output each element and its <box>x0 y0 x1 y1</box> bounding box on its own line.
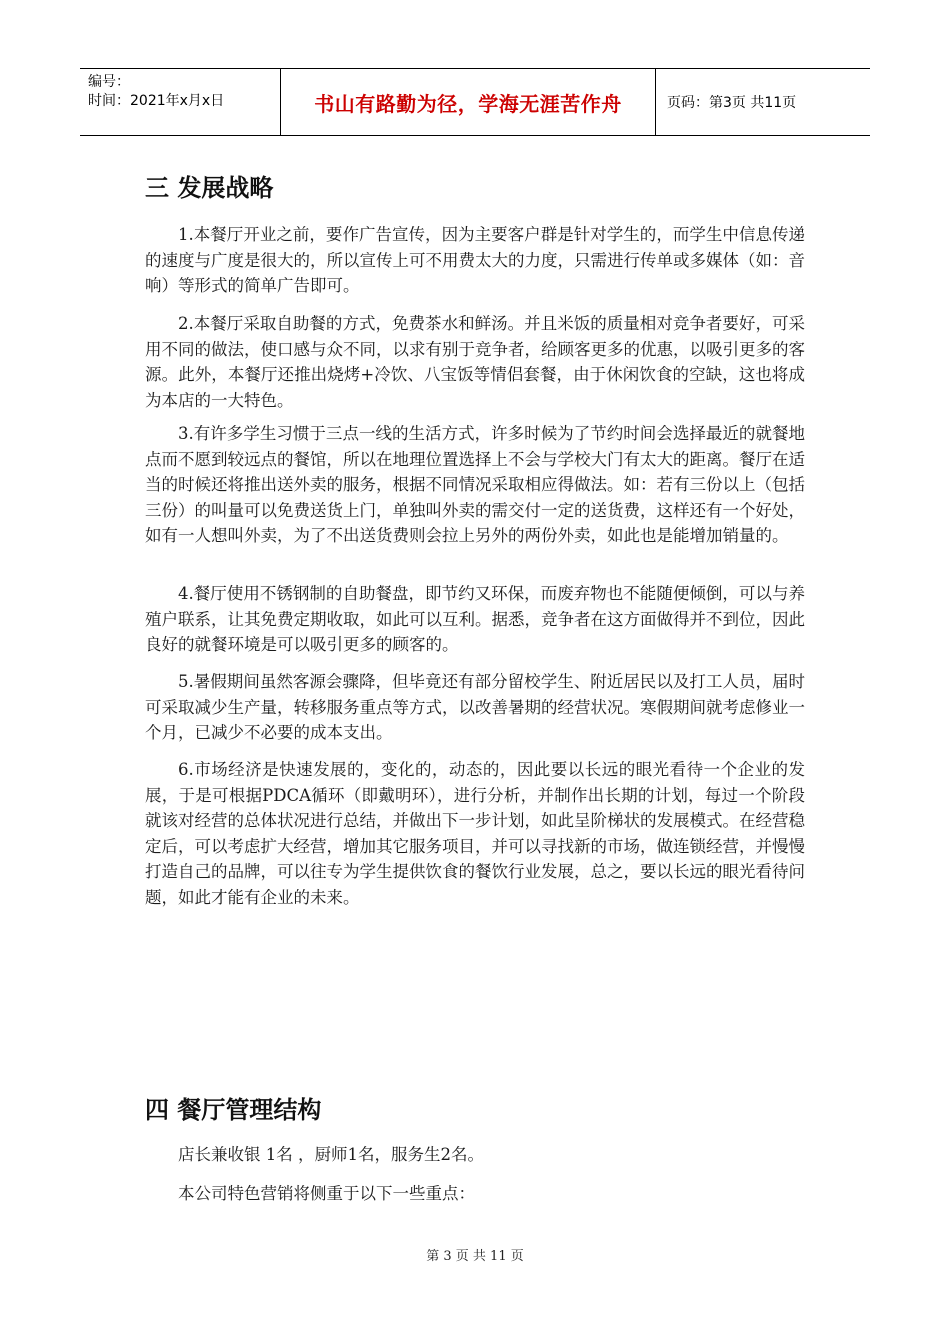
section-3-paragraph-6: 6.市场经济是快速发展的，变化的，动态的，因此要以长远的眼光看待一个企业的发展，于是可根据PDCA循环（即戴明环），进行分析，并制作出长期的计划，每过一个阶段就该对经营的总体状况进行总结，并做出下一步计划，如此呈阶梯状的发展模式。在经营稳定后，可以考虑扩大经营，增加其它服务项目，并可以寻找新的市场，做连锁经营，并慢慢打造自己的品牌，可以往专为学生提供饮食的餐饮行业发展，总之，要以长远的眼光看待问题，如此才能有企业的未来。 <box>145 760 805 907</box>
document-number-label: 编号： <box>88 74 130 90</box>
section-4-heading: 四 餐厅管理结构 <box>145 1096 322 1124</box>
section-3-paragraph-3: 3.有许多学生习惯于三点一线的生活方式，许多时候为了节约时间会选择最近的就餐地点而不愿到较远点的餐馆，所以在地理位置选择上不会与学校大门有太大的距离。餐厅在适当的时候还将推出送外卖的服务，根据不同情况采取相应得做法。如：若有三份以上（包括三份）的叫量可以免费送货上门，单独叫外卖的需交付一定的送货费，这样还有一个好处，如有一人想叫外卖，为了不出送货费则会拉上另外的两份外卖，如此也是能增加销量的。 <box>145 424 805 545</box>
page-header <box>80 68 870 136</box>
header-info-cell <box>80 69 281 135</box>
page-footer: 第 3 页 共 11 页 <box>426 1249 524 1264</box>
section-3-heading: 三 发展战略 <box>145 174 274 202</box>
section-3-paragraph-2: 2.本餐厅采取自助餐的方式，免费茶水和鲜汤。并且米饭的质量相对竞争者要好，可采用不同的做法，使口感与众不同，以求有别于竞争者，给顾客更多的优惠，以吸引更多的客源。此外，本餐厅还推出烧烤+冷饮、八宝饭等情侣套餐，由于休闲饮食的空缺，这也将成为本店的一大特色。 <box>145 314 805 410</box>
marketing-intro-line: 本公司特色营销将侧重于以下一些重点： <box>178 1184 475 1203</box>
staffing-line: 店长兼收银 1名 ，厨师1名，服务生2名。 <box>178 1145 484 1164</box>
section-3-paragraph-1: 1.本餐厅开业之前，要作广告宣传，因为主要客户群是针对学生的，而学生中信息传递的速度与广度是很大的，所以宣传上可不用费太大的力度，只需进行传单或多媒体（如：音响）等形式的简单广告即可。 <box>145 225 805 295</box>
section-3-paragraph-4: 4.餐厅使用不锈钢制的自助餐盘，即节约又环保，而废弃物也不能随便倾倒，可以与养殖户联系，让其免费定期收取，如此可以互利。据悉，竞争者在这方面做得并不到位，因此良好的就餐环境是可以吸引更多的顾客的。 <box>145 584 805 654</box>
document-date: 时间：2021年x月x日 <box>88 93 225 109</box>
header-motto: 书山有路勤为径，学海无涯苦作舟 <box>281 69 656 135</box>
section-3-paragraph-5: 5.暑假期间虽然客源会骤降，但毕竟还有部分留校学生、附近居民以及打工人员，届时可采取减少生产量，转移服务重点等方式，以改善暑期的经营状况。寒假期间就考虑修业一个月，已减少不必要的成本支出。 <box>145 672 805 742</box>
header-page-info: 页码：第3页 共11页 <box>667 95 797 111</box>
